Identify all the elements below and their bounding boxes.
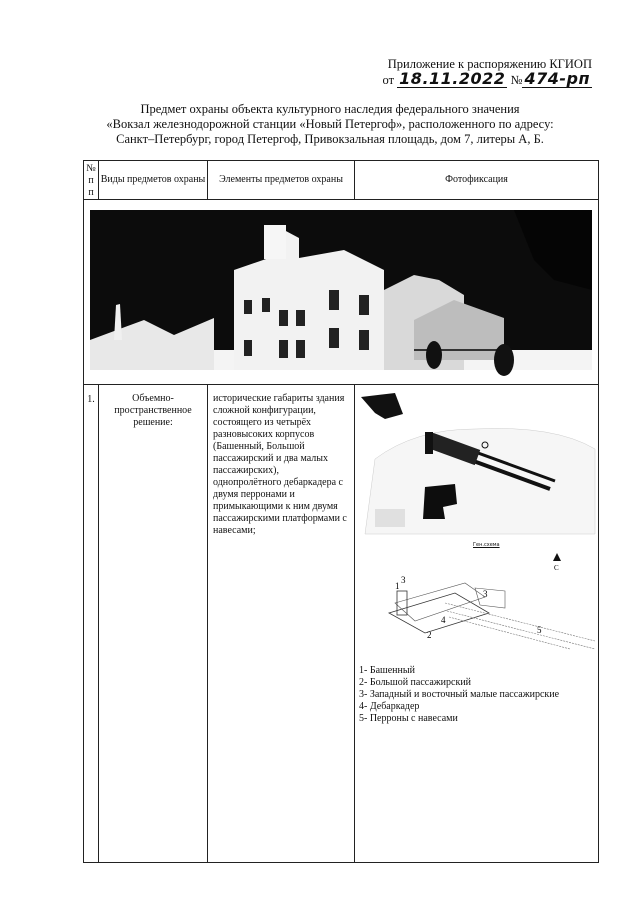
- title-line-3: Санкт–Петербург, город Петергоф, Привокзальная площадь, дом 7, литеры А, Б.: [116, 132, 544, 146]
- row-photo-cell: [355, 385, 599, 863]
- number-value: 474-рп: [524, 69, 590, 88]
- table-row: [84, 385, 599, 863]
- north-arrow-icon: [553, 553, 561, 561]
- north-label: С: [554, 564, 559, 572]
- plan-label-5: 5: [537, 625, 542, 635]
- plan-label-3-east: 3: [483, 589, 488, 599]
- plan-caption: Ген.схема: [473, 542, 500, 548]
- document-title: [60, 102, 600, 147]
- row-type: Объемно-пространственное решение:: [99, 385, 208, 863]
- photo-row: [84, 200, 599, 385]
- appendix-header: [382, 57, 592, 88]
- legend-item: 3- Западный и восточный малые пассажирские: [359, 689, 560, 700]
- site-plan: [355, 553, 599, 665]
- station-photo: [84, 200, 599, 384]
- header-elements: Элементы предметов охраны: [208, 161, 355, 200]
- header-num: [84, 161, 99, 200]
- protection-table: [83, 160, 599, 863]
- appendix-line: Приложение к распоряжению КГИОП: [387, 57, 592, 71]
- date-prefix: от: [382, 73, 395, 87]
- plan-label-3-west: 3: [401, 575, 406, 585]
- photo-cell: [84, 200, 599, 385]
- row-elements: исторические габариты здания сложной конфигурации, состоящего из четырёх разновысоких корпусов (Башенный, Большой пассажирский и два малых пассажирских), однопролётного дебаркадера с двумя перронами и примыкающими к ним двумя пассажирскими платформами с навесами;: [208, 385, 355, 863]
- header-types: Виды предметов охраны: [99, 161, 208, 200]
- title-line-1: Предмет охраны объекта культурного наследия федерального значения: [140, 102, 520, 116]
- header-num-l3: п: [88, 187, 94, 198]
- date-value: 18.11.2022: [399, 69, 506, 88]
- title-line-2: «Вокзал железнодорожной станции «Новый Петергоф», расположенного по адресу:: [106, 117, 554, 131]
- appendix-date-line: [382, 69, 592, 88]
- date-field: [397, 69, 507, 88]
- plan-label-4: 4: [441, 615, 446, 625]
- row-index: 1.: [84, 385, 99, 863]
- legend-item: 5- Перроны с навесами: [359, 713, 458, 724]
- header-num-l2: п: [88, 175, 94, 186]
- number-prefix: №: [510, 73, 523, 87]
- plan-label-1: 1: [395, 581, 400, 591]
- plan-label-2: 2: [427, 630, 432, 640]
- header-num-l1: №: [86, 163, 96, 174]
- header-photo: Фотофиксация: [355, 161, 599, 200]
- number-field: [522, 69, 592, 88]
- table-header-row: [84, 161, 599, 200]
- legend-item: 4- Дебаркадер: [359, 701, 420, 712]
- plan-legend: [359, 665, 598, 725]
- aerial-photo: [355, 389, 599, 539]
- legend-item: 1- Башенный: [359, 665, 415, 676]
- legend-item: 2- Большой пассажирский: [359, 677, 472, 688]
- plan-caption-wrap: [355, 539, 598, 553]
